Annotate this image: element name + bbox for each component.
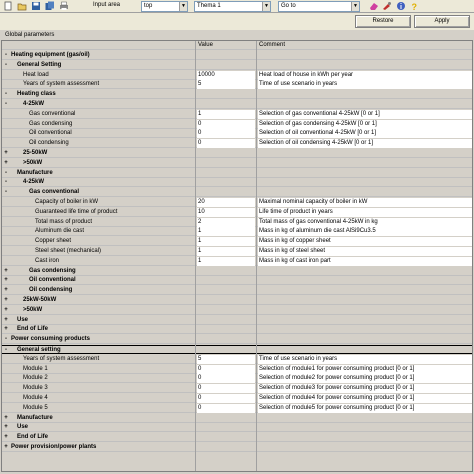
value-field[interactable]: 1 <box>197 257 255 266</box>
row-label: Module 4 <box>23 395 48 401</box>
row-label: Heat load <box>23 71 49 78</box>
tree-spacer <box>3 248 9 255</box>
value-field[interactable]: 0 <box>197 384 255 393</box>
expand-icon[interactable]: + <box>4 424 8 431</box>
comment-text: Selection of oil condensing 4-25kW [0 or 1] <box>258 139 472 148</box>
row-label: Steel sheet (mechanical) <box>35 248 102 254</box>
tree-spacer <box>3 366 9 373</box>
column-header-value: Value <box>198 42 213 48</box>
tree-spacer <box>3 121 9 128</box>
help-icon[interactable] <box>409 1 419 11</box>
column-header-comment: Comment <box>259 42 286 48</box>
tree-spacer <box>3 130 9 137</box>
comment-text: Time of use scenario in years <box>258 80 472 89</box>
table-row[interactable] <box>2 335 472 344</box>
column-divider[interactable] <box>256 41 257 472</box>
table-row[interactable] <box>2 178 472 187</box>
row-label: Use <box>17 316 29 323</box>
row-label: Use <box>17 424 29 431</box>
tree-spacer <box>3 385 9 392</box>
row-label: Module 2 <box>23 375 48 382</box>
row-label: Power provision/power plants <box>11 444 97 450</box>
chevron-down-icon[interactable]: ▼ <box>179 2 187 11</box>
theme-select[interactable] <box>194 1 271 12</box>
table-row[interactable] <box>2 443 472 452</box>
value-field[interactable]: 0 <box>197 120 255 129</box>
value-field[interactable]: 0 <box>197 365 255 374</box>
table-row[interactable] <box>2 325 472 334</box>
comment-text: Maximal nominal capacity of boiler in kW <box>258 198 472 207</box>
row-label: 4-25kW <box>23 179 45 186</box>
collapse-icon[interactable]: - <box>5 179 7 186</box>
table-row[interactable] <box>2 404 472 413</box>
row-label: >50kW <box>23 159 43 166</box>
table-row[interactable] <box>2 139 472 148</box>
value-field[interactable]: 0 <box>197 374 255 383</box>
toolbar <box>0 0 474 13</box>
table-row[interactable] <box>2 374 472 383</box>
comment-text: Mass in kg of copper sheet <box>258 237 472 246</box>
row-label: Manufacture <box>17 169 53 176</box>
collapse-icon[interactable]: - <box>5 101 7 107</box>
comment-text: Selection of module2 for power consuming product [0 or 1] <box>258 374 472 383</box>
table-row[interactable] <box>2 267 472 276</box>
row-label: Cast iron <box>35 257 60 264</box>
tree-spacer <box>3 238 9 245</box>
restore-button[interactable]: Restore <box>355 15 411 28</box>
tree-spacer <box>3 228 9 235</box>
value-field[interactable]: 5 <box>197 80 255 89</box>
comment-text: Total mass of gas conventional 4-25kW in kg <box>258 218 472 227</box>
row-label: Manufacture <box>17 414 53 421</box>
expand-icon[interactable]: + <box>4 444 8 450</box>
tree-spacer <box>3 140 9 147</box>
table-row[interactable] <box>2 345 472 354</box>
comment-text: Mass in kg of aluminum die cast AlSi9Cu3.5 <box>258 227 472 236</box>
table-row[interactable] <box>2 51 472 60</box>
table-row[interactable] <box>2 100 472 109</box>
row-label: General setting <box>17 347 61 353</box>
collapse-icon[interactable]: - <box>5 347 7 353</box>
comment-text: Life time of product in years <box>258 208 472 217</box>
table-row[interactable] <box>2 365 472 374</box>
expand-icon[interactable]: + <box>4 150 8 156</box>
row-label: Copper sheet <box>35 238 72 245</box>
table-row[interactable] <box>2 80 472 89</box>
comment-text: Selection of module3 for power consuming product [0 or 1] <box>258 384 472 393</box>
comment-text: Time of use scenario in years <box>258 355 472 364</box>
tools-icon[interactable] <box>382 1 392 11</box>
collapse-icon[interactable]: - <box>5 169 7 176</box>
row-label: Power consuming products <box>11 336 91 343</box>
table-row[interactable] <box>2 198 472 207</box>
tree-spacer <box>3 258 9 265</box>
table-row[interactable] <box>2 71 472 80</box>
row-label: Aluminum die cast <box>35 228 85 235</box>
row-label: Oil conventional <box>29 277 76 284</box>
tree-spacer <box>3 199 9 206</box>
table-row[interactable] <box>2 394 472 403</box>
row-label: Years of system assessment <box>23 355 100 362</box>
tree-spacer <box>3 356 9 363</box>
info-icon[interactable] <box>396 1 406 11</box>
table-row[interactable] <box>2 306 472 315</box>
expand-icon[interactable]: + <box>4 159 8 166</box>
table-row[interactable] <box>2 110 472 119</box>
expand-icon[interactable]: + <box>4 277 8 284</box>
tree-spacer <box>3 375 9 382</box>
row-label: 25-50kW <box>23 150 48 156</box>
input-area-label: Input area <box>93 2 121 8</box>
comment-text: Selection of gas condensing 4-25kW [0 or 1] <box>258 120 472 129</box>
tree-spacer <box>3 395 9 402</box>
row-label: Gas condensing <box>29 267 76 274</box>
row-label: Heating class <box>17 91 56 98</box>
table-row[interactable] <box>2 433 472 442</box>
goto-select[interactable] <box>278 1 360 12</box>
comment-text: Selection of module1 for power consuming product [0 or 1] <box>258 365 472 374</box>
apply-button[interactable]: Apply <box>414 15 470 28</box>
table-row[interactable] <box>2 149 472 158</box>
comment-text: Selection of module5 for power consuming product [0 or 1] <box>258 404 472 413</box>
table-row[interactable] <box>2 414 472 423</box>
table-row[interactable] <box>2 286 472 295</box>
row-label: Oil condensing <box>29 287 73 294</box>
row-label: Oil conventional <box>29 130 72 137</box>
comment-text: Mass in kg of steel sheet <box>258 247 472 256</box>
row-label: Heating equipment (gas/oil) <box>11 52 90 58</box>
row-label: 25kW-50kW <box>23 297 57 303</box>
table-row[interactable] <box>2 257 472 266</box>
table-row[interactable] <box>2 169 472 178</box>
position-select[interactable] <box>141 1 188 12</box>
grid-header <box>2 41 472 50</box>
table-row[interactable] <box>2 218 472 227</box>
collapse-icon[interactable]: - <box>5 91 7 98</box>
table-row[interactable] <box>2 61 472 70</box>
theme-select-value: Thema 1 <box>197 3 221 9</box>
parameter-grid <box>1 40 473 472</box>
row-label: Years of system assessment <box>23 81 100 88</box>
expand-icon[interactable]: + <box>4 287 8 294</box>
table-row[interactable] <box>2 159 472 168</box>
table-row[interactable] <box>2 120 472 129</box>
value-field[interactable]: 1 <box>197 227 255 236</box>
tree-spacer <box>3 405 9 412</box>
row-label: Capacity of boiler in kW <box>35 199 99 205</box>
row-label: 4-25kW <box>23 101 45 107</box>
comment-text: Selection of oil conventional 4-25kW [0 or 1] <box>258 129 472 138</box>
collapse-icon[interactable]: - <box>5 61 7 68</box>
comment-text: Mass in kg of cast iron part <box>258 257 472 266</box>
expand-icon[interactable]: + <box>4 297 8 303</box>
value-field[interactable]: 2 <box>197 218 255 227</box>
collapse-icon[interactable]: - <box>5 52 7 58</box>
expand-icon[interactable]: + <box>4 414 8 421</box>
tree-spacer <box>3 72 9 79</box>
table-row[interactable] <box>2 355 472 364</box>
expand-icon[interactable]: + <box>4 267 8 274</box>
tree-spacer <box>3 111 9 118</box>
eraser-icon[interactable] <box>369 1 379 11</box>
row-label: Gas condensing <box>29 120 73 127</box>
row-label: End of Life <box>17 326 48 333</box>
row-label: Total mass of product <box>35 218 93 225</box>
table-row[interactable] <box>2 384 472 393</box>
tree-spacer <box>3 209 9 216</box>
value-field[interactable]: 5 <box>197 355 255 364</box>
value-field[interactable]: 0 <box>197 394 255 403</box>
row-label: Guaranteed life time of product <box>35 208 118 215</box>
tree-spacer <box>3 219 9 226</box>
row-label: Oil condensing <box>29 140 69 147</box>
collapse-icon[interactable]: - <box>5 336 7 343</box>
new-icon[interactable] <box>3 1 13 11</box>
value-field[interactable]: 0 <box>197 404 255 413</box>
value-field[interactable]: 20 <box>197 198 255 207</box>
expand-icon[interactable]: + <box>4 316 8 323</box>
position-select-value: top <box>144 3 153 9</box>
value-field[interactable]: 0 <box>197 139 255 148</box>
value-field[interactable]: 10 <box>197 208 255 217</box>
comment-text: Heat load of house in kWh per year <box>258 71 472 80</box>
save-icon[interactable] <box>31 1 41 11</box>
table-row[interactable] <box>2 90 472 99</box>
save-all-icon[interactable] <box>45 1 55 11</box>
row-label: Module 3 <box>23 385 48 392</box>
row-label: >50kW <box>23 306 43 313</box>
table-row[interactable] <box>2 188 472 197</box>
value-field[interactable]: 1 <box>197 247 255 256</box>
table-row[interactable] <box>2 276 472 285</box>
row-label: General Setting <box>17 61 62 68</box>
table-row[interactable] <box>2 247 472 256</box>
value-field[interactable]: 0 <box>197 129 255 138</box>
expand-icon[interactable]: + <box>4 434 8 441</box>
value-field[interactable]: 1 <box>197 237 255 246</box>
expand-icon[interactable]: + <box>4 326 8 333</box>
table-row[interactable] <box>2 296 472 305</box>
table-row[interactable] <box>2 237 472 246</box>
comment-text: Selection of module4 for power consuming product [0 or 1] <box>258 394 472 403</box>
row-label: Gas conventional <box>29 110 76 117</box>
goto-select-value: Go to <box>281 3 296 9</box>
tree-spacer <box>3 81 9 88</box>
page-title: Global parameters <box>5 32 55 38</box>
table-row[interactable] <box>2 227 472 236</box>
row-label: Gas conventional <box>29 189 80 196</box>
comment-text: Selection of gas conventional 4-25kW [0 or 1] <box>258 110 472 119</box>
expand-icon[interactable]: + <box>4 306 8 313</box>
button-bar <box>0 13 474 30</box>
collapse-icon[interactable]: - <box>5 189 7 196</box>
row-label: Module 1 <box>23 365 48 372</box>
value-field[interactable]: 1 <box>197 110 255 119</box>
value-field[interactable]: 10000 <box>197 71 255 80</box>
svg-text:?: ? <box>411 2 417 11</box>
table-row[interactable] <box>2 208 472 217</box>
column-divider[interactable] <box>195 41 196 472</box>
print-icon[interactable] <box>59 1 69 11</box>
row-label: End of Life <box>17 434 48 441</box>
row-label: Module 5 <box>23 404 48 411</box>
chevron-down-icon[interactable]: ▼ <box>351 2 359 11</box>
chevron-down-icon[interactable]: ▼ <box>262 2 270 11</box>
table-row[interactable] <box>2 423 472 432</box>
open-icon[interactable] <box>17 1 27 11</box>
table-row[interactable] <box>2 129 472 138</box>
table-row[interactable] <box>2 316 472 325</box>
